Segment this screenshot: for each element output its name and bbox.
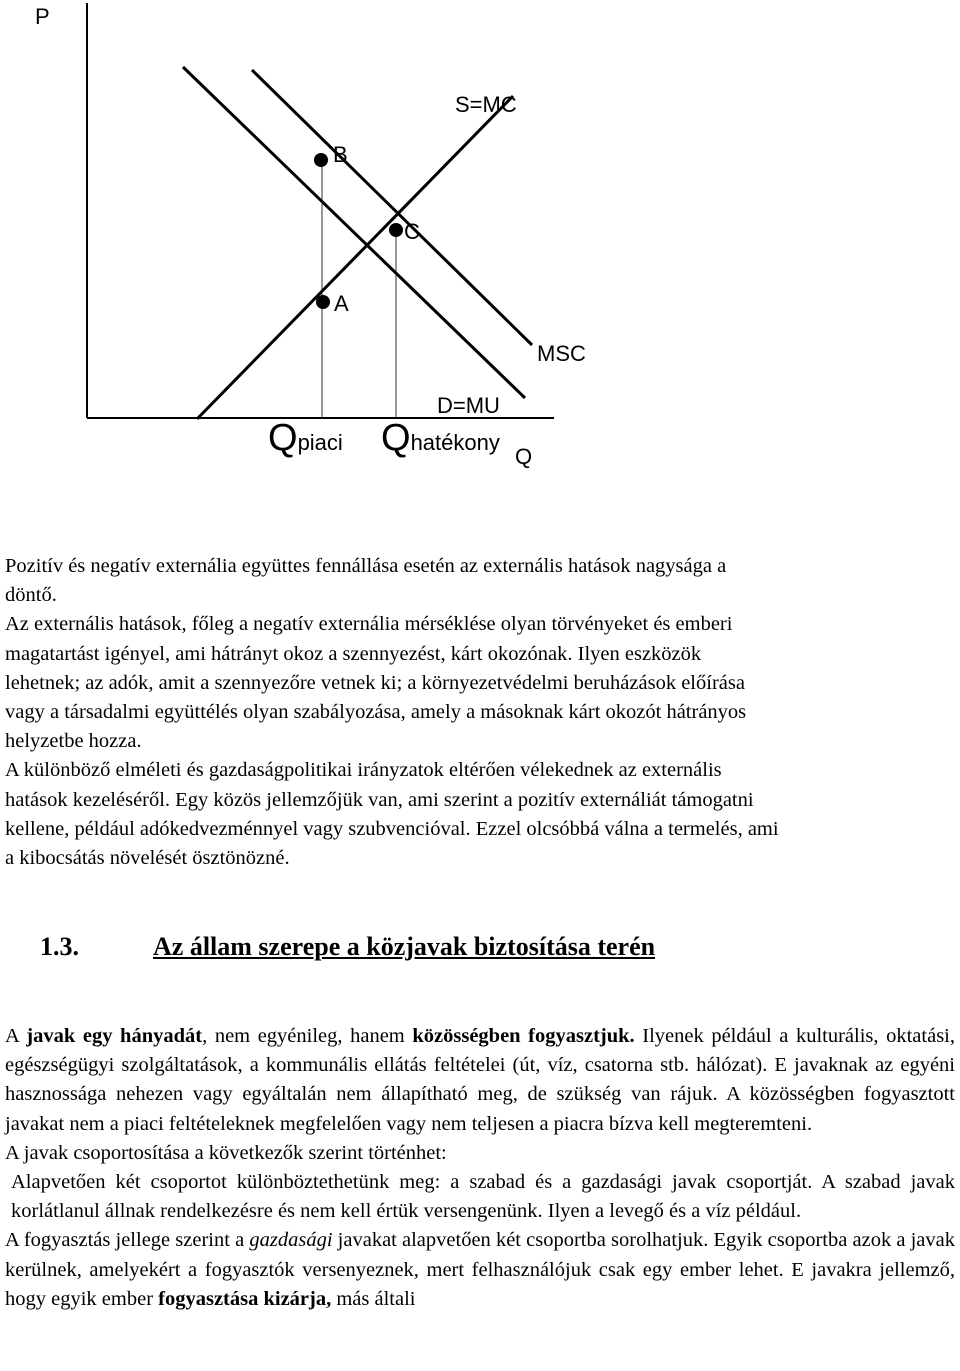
q-piaci-label: [268, 417, 343, 459]
point-a-label: A: [334, 291, 349, 316]
demand-label: D=MU: [437, 393, 500, 418]
externality-text: [5, 552, 955, 873]
text1-line7: helyzetbe hozza.: [5, 730, 142, 753]
externality-diagram: [0, 0, 960, 480]
point-a-dot: [316, 295, 330, 309]
q-piaci-sub: piaci: [297, 430, 343, 455]
text1-line10: kellene, például adókedvezménnyel vagy szubvencióval. Ezzel olcsóbbá válna a termelés, ami: [5, 817, 779, 840]
section-title: Az állam szerepe a közjavak biztosítása terén: [153, 932, 656, 961]
point-c-label: C: [404, 219, 420, 244]
q-hatekony-label: [381, 417, 500, 459]
section-heading: [40, 930, 940, 964]
section-number: 1.3.: [40, 932, 79, 961]
q-piaci-main: Q: [268, 417, 298, 459]
text1-line5: lehetnek; az adók, amit a szennyezőre vetnek ki; a környezetvédelmi beruházások előírása: [5, 671, 745, 694]
point-c-dot: [389, 223, 403, 237]
paragraph-public-goods: A javak egy hányadát, nem egyénileg, hanem közösségben fogyasztjuk. Ilyenek például a kulturális, oktatási, egészségügyi szolgáltatások, a kommunális ellátás feltételei (út, víz, csatorna stb. hálózat). E javaknak az egyéni hasznossága nehezen vagy egyáltalán nem állapítható meg, de szükség van rájuk. A közösségben fogyasztott javakat nem a piaci feltételeknek megfelelően vagy nem teljesen a piacra bízva kell megteremteni.: [5, 1025, 955, 1135]
text1-line9: hatások kezeléséről. Egy közös jellemzőjük van, ami szerint a pozitív externáliát támogatni: [5, 788, 754, 811]
supply-label: S=MC: [455, 92, 517, 117]
text1-line1: Pozitív és negatív externália együttes fennállása esetén az externális hatások nagysága a: [5, 555, 727, 577]
axis-p-label: P: [35, 4, 50, 29]
supply-curve: [197, 96, 513, 419]
q-hatekony-main: Q: [381, 417, 411, 459]
text1-line2: döntő.: [5, 584, 57, 607]
q-hatekony-sub: hatékony: [410, 430, 500, 455]
msc-label: MSC: [537, 341, 586, 366]
text1-line6: vagy a társadalmi együttélés olyan szabályozása, amely a másoknak kárt okozót hátrányos: [5, 701, 747, 724]
text1-line8: A különböző elméleti és gazdaságpolitikai irányzatok eltérően vélekednek az externális: [5, 759, 722, 782]
point-b-dot: [314, 153, 328, 167]
text1-line4: magatartást igényel, ami hátrányt okoz a szennyezést, kárt okozónak. Ilyen eszközök: [5, 642, 702, 665]
text1-line3: Az externális hatások, főleg a negatív externália mérséklése olyan törvényeket és emberi: [5, 613, 733, 636]
axis-q-label: Q: [515, 444, 533, 469]
public-goods-text: [5, 1022, 955, 1314]
point-b-label: B: [333, 142, 348, 167]
text1-line11: a kibocsátás növelését ösztönözné.: [5, 847, 290, 870]
paragraph-grouping: A javak csoportosítása a következők szerint történhet:: [5, 1141, 447, 1164]
paragraph-free-goods: Alapvetően két csoportot különböztethetünk meg: a szabad és a gazdasági javak csoportját. A szabad javak korlátlanul állnak rendelkezésre és nem kell értük versengenünk. Ilyen a levegő és a víz például.: [11, 1171, 955, 1223]
paragraph-consumption: A fogyasztás jellege szerint a gazdasági javakat alapvetően két csoportba sorolhatjuk. Egyik csoportba azok a javak kerülnek, amelyekért a fogyasztók versenyeznek, mert felhasználójuk csak egy ember lehet. E javakra jellemző, hogy egyik ember fogyasztása kizárja, más általi: [5, 1229, 956, 1310]
